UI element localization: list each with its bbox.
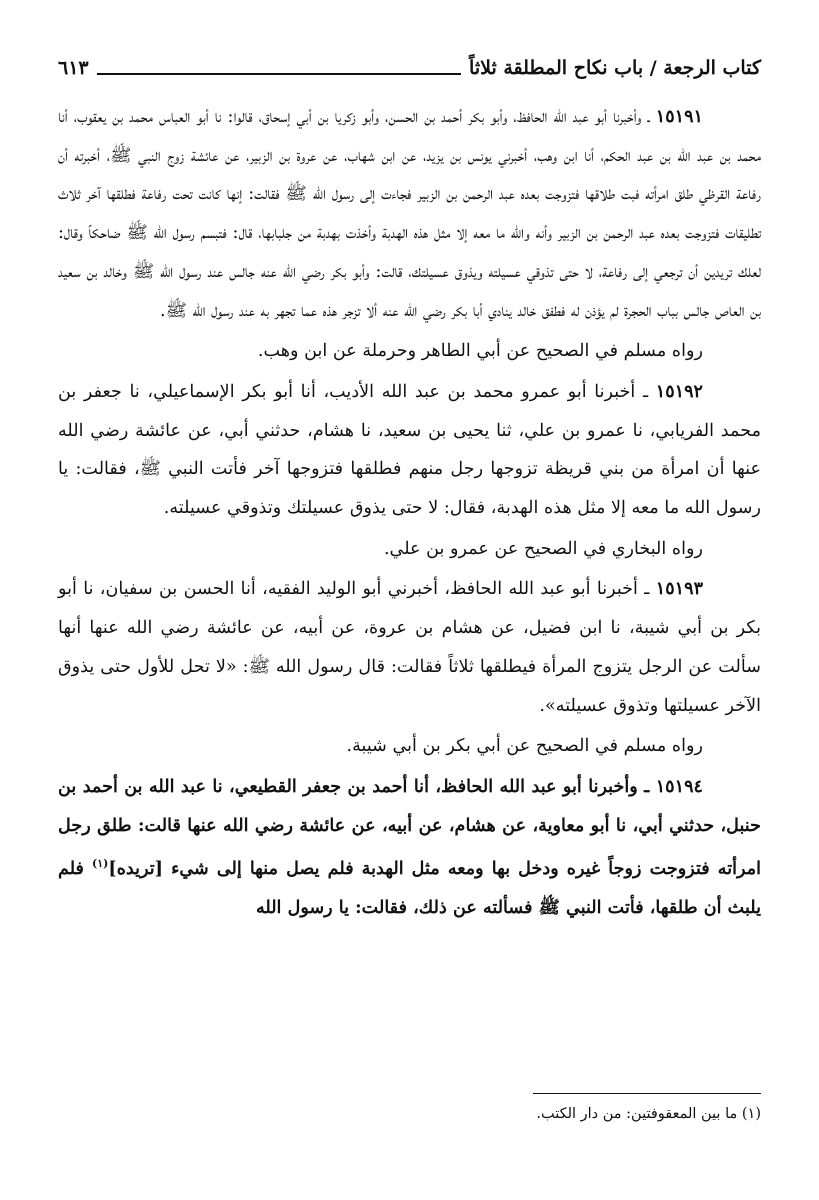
- footnote-rule: [533, 1093, 761, 1094]
- hadith-number: ١٥١٩٢: [655, 380, 703, 402]
- hadith-text: ـ أخبرنا أبو عبد الله الحافظ، أخبرني أبو الوليد الفقيه، أنا الحسن بن سفيان، نا أبو بكر بن أبي شيبة، نا ابن فضيل، عن هشام بن عروة، عن أبيه، عن عائشة رضي الله عنها أنها سألت عن الرجل يتزوج المرأة فيطلقها ثلاثاً فقالت: قال رسول الله ﷺ: «لا تحل للأول حتى يذوق الآخر عسيلتها وتذوق عسيلته».: [58, 579, 761, 716]
- header-rule: [97, 73, 461, 75]
- hadith-text: ـ أخبرنا أبو عمرو محمد بن عبد الله الأديب، أنا أبو بكر الإسماعيلي، نا جعفر بن محمد الفريابي، نا عمرو بن علي، ثنا يحيى بن سعيد، نا هشام، حدثني أبي، عن عائشة رضي الله عنها أن امرأة من بني قريظة تزوجها رجل منهم فطلقها فتزوجها آخر فأتت النبي ﷺ، فقالت: يا رسول الله ما معه إلا مثل هذه الهدبة، فقال: لا حتى يذوق عسيلتك وتذوقي عسيلته.: [58, 381, 761, 519]
- hadith-number: ١٥١٩٣: [655, 578, 704, 600]
- chapter-title: كتاب الرجعة / باب نكاح المطلقة ثلاثاً: [469, 57, 761, 79]
- riwaya-note: رواه مسلم في الصحيح عن أبي بكر بن أبي شيبة.: [346, 736, 703, 757]
- footnote: (١) ما بين المعقوفتين: من دار الكتب.: [536, 1106, 761, 1122]
- hadith-text-continued: فلم يلبث أن طلقها، فأتت النبي ﷺ فسألته عن ذلك، فقالت: يا رسول الله: [58, 858, 761, 918]
- riwaya-note: رواه مسلم في الصحيح عن أبي الطاهر وحرملة عن ابن وهب.: [257, 341, 703, 362]
- hadith-entry: [58, 570, 761, 725]
- page-number: ٦١٣: [58, 57, 89, 79]
- hadith-text: ـ وأخبرنا أبو عبد الله الحافظ، أنا أحمد بن جعفر القطيعي، نا عبد الله بن أحمد بن حنبل، حدثني أبي، نا أبو معاوية، عن هشام، عن أبيه، عن عائشة رضي الله عنها قالت: طلق رجل امرأته فتزوجت زوجاً غيره ودخل بها ومعه مثل الهدبة فلم يصل منها إلى شيء [تريده]: [58, 775, 761, 880]
- footnotes: [533, 1093, 761, 1124]
- hadith-number: ١٥١٩١: [655, 106, 703, 127]
- riwaya-note: رواه البخاري في الصحيح عن عمرو بن علي.: [383, 538, 703, 559]
- hadith-text: ـ وأخبرنا أبو عبد الله الحافظ، وأبو بكر أحمد بن الحسن، وأبو زكريا بن أبي إسحاق، قالوا: نا أبو العباس محمد بن يعقوب، أنا محمد بن عبد الله بن عبد الحكم، أنا ابن وهب، أخبرني يونس بن يزيد، عن ابن شهاب، عن عروة بن الزبير، عن عائشة زوج النبي ﷺ، أخبرته أن رفاعة القرظي طلق امرأته فبت طلاقها فتزوجت بعده عبد الرحمن بن الزبير فجاءت إلى رسول الله ﷺ فقالت: إنها كانت تحت رفاعة فطلقها آخر ثلاث تطليقات فتزوجت بعده عبد الرحمن بن الزبير وأنه والله ما معه إلا مثل هذه الهدبة وأخذت بهدبة من جلبابها، قال: فتبسم رسول الله ﷺ ضاحكاً وقال: لعلك تريدين أن ترجعي إلى رفاعة، لا حتى تذوقي عسيلته ويذوق عسيلتك، قالت: وأبو بكر رضي الله عنه جالس عند رسول الله ﷺ وخالد بن سعيد بن العاص جالس بباب الحجرة لم يؤذن له فطفق خالد ينادي أبا بكر رضي الله عنه ألا تزجر هذه عما تجهر به عند رسول الله ﷺ.: [58, 107, 761, 321]
- hadith-entry: [58, 768, 761, 928]
- running-head: [58, 48, 761, 78]
- hadith-entry: [58, 373, 761, 528]
- hadith-entry: [58, 98, 761, 330]
- footnote-marker: (١): [92, 857, 109, 871]
- book-page: [58, 48, 761, 1160]
- hadith-number: ١٥١٩٤: [655, 775, 703, 797]
- page-body: [58, 98, 761, 928]
